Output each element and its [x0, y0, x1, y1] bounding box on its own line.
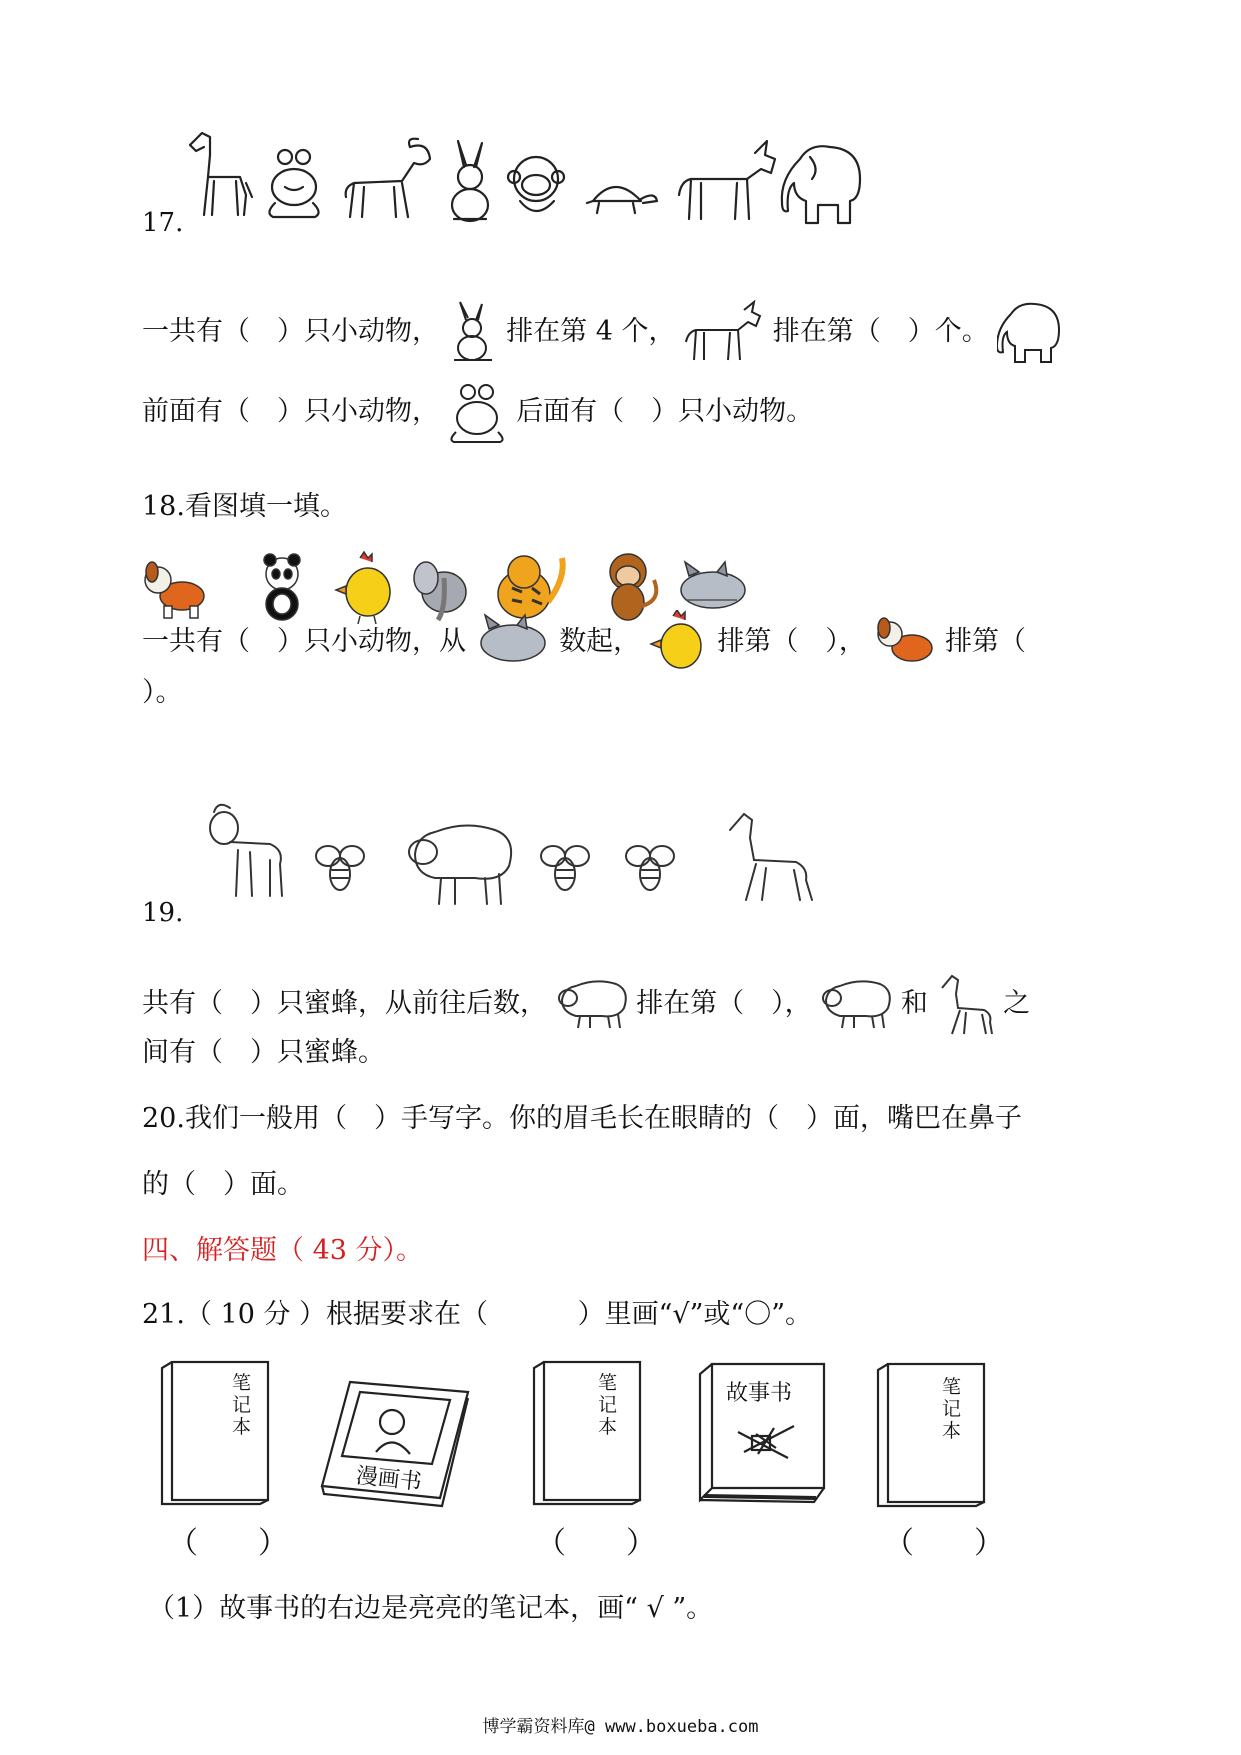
answer-paren-2[interactable]: （ ）: [536, 1526, 656, 1561]
chick-icon: [649, 610, 709, 674]
comic-book-label: 漫画书: [354, 1463, 423, 1496]
section-title: 四、解答题（ 43 分）。: [142, 1235, 424, 1266]
q21-sub-1: （1）故事书的右边是亮亮的笔记本，画“ √ ”。: [148, 1593, 714, 1624]
donkey-icon: [684, 300, 764, 364]
frog-icon: [269, 150, 318, 217]
rabbit-icon: [448, 300, 498, 364]
q18-text-1: 一共有（ ）只小动物，从: [142, 626, 466, 657]
tiger-icon: [498, 556, 563, 618]
bee-icon: [541, 846, 589, 890]
q17-line-1: [142, 300, 1063, 364]
story-book-label: 故事书: [726, 1381, 793, 1406]
horse-icon: [936, 972, 994, 1036]
turtle-icon: [587, 187, 657, 213]
q17-text-5: 后面有（ ）只小动物。: [516, 396, 814, 427]
elephant-icon: [782, 146, 860, 223]
rabbit-icon: [452, 141, 488, 221]
q19-text-3: 和: [900, 988, 928, 1019]
dog-icon: [346, 139, 430, 217]
notebook-1: [160, 1360, 272, 1506]
q17-text-4: 前面有（ ）只小动物，: [142, 396, 439, 427]
frog-icon: [448, 380, 508, 444]
q19-line-2: 间有（ ）只蜜蜂。: [142, 1037, 385, 1068]
q21-title: 21.（ 10 分 ）根据要求在（ ）里画“√”或“〇”。: [142, 1299, 813, 1330]
goat-icon: [210, 805, 282, 896]
q18-line-2: ）。: [142, 677, 183, 708]
notebook-icon: [876, 1362, 988, 1508]
answer-paren-3[interactable]: （ ）: [884, 1526, 1004, 1561]
notebook-3: [876, 1362, 988, 1508]
sheep-icon: [556, 978, 628, 1030]
horse-icon: [190, 133, 252, 215]
q19-animal-row: [200, 800, 840, 910]
notebook-label: 笔记本: [598, 1372, 618, 1438]
q17-text-3: 排在第（ ）个。: [772, 316, 989, 347]
q17-text-2: 排在第 4 个，: [506, 316, 676, 347]
question-18-title: 18.看图填一填。: [142, 491, 347, 522]
answer-paren-1[interactable]: （ ）: [168, 1526, 288, 1561]
question-17-number: 17.: [142, 208, 184, 238]
elephant-icon: [997, 300, 1063, 364]
question-19-number: 19.: [142, 898, 184, 928]
notebook-icon: [532, 1360, 644, 1506]
q19-text-4: 之: [1003, 988, 1031, 1019]
q17-animal-row: [180, 125, 870, 230]
cat-icon: [475, 613, 551, 671]
notebook-label: 笔记本: [232, 1372, 252, 1438]
q20-line-1: 20.我们一般用（ ）手写字。你的眉毛长在眼睛的（ ）面，嘴巴在鼻子: [142, 1103, 1022, 1134]
cat-icon: [681, 562, 745, 608]
notebook-2: [532, 1360, 644, 1506]
q17-line-2: [142, 380, 813, 444]
puppy-icon: [874, 612, 936, 672]
sheep-icon: [409, 825, 511, 904]
horse-icon: [730, 814, 812, 900]
comic-book: [320, 1378, 470, 1508]
donkey-icon: [679, 141, 775, 219]
q20-line-2: 的（ ）面。: [142, 1169, 304, 1200]
q18-line-1: [142, 610, 1026, 674]
q19-text-2: 排在第（ ），: [636, 988, 812, 1019]
q18-text-3: 排第（ ），: [717, 626, 866, 657]
q19-text-1: 共有（ ）只蜜蜂，从前往后数，: [142, 988, 547, 1019]
bee-icon: [316, 846, 364, 890]
sheep-icon: [820, 978, 892, 1030]
q18-text-2: 数起，: [559, 626, 641, 657]
story-book: [698, 1362, 826, 1508]
q17-text-1: 一共有（ ）只小动物，: [142, 316, 439, 347]
q19-line-1: [142, 972, 1030, 1036]
monkey-icon: [508, 157, 564, 211]
q18-text-4: 排第（: [945, 626, 1027, 657]
notebook-label: 笔记本: [942, 1376, 962, 1442]
footer-watermark: 博学霸资料库@ www.boxueba.com: [482, 1717, 759, 1737]
bee-icon: [626, 846, 674, 890]
